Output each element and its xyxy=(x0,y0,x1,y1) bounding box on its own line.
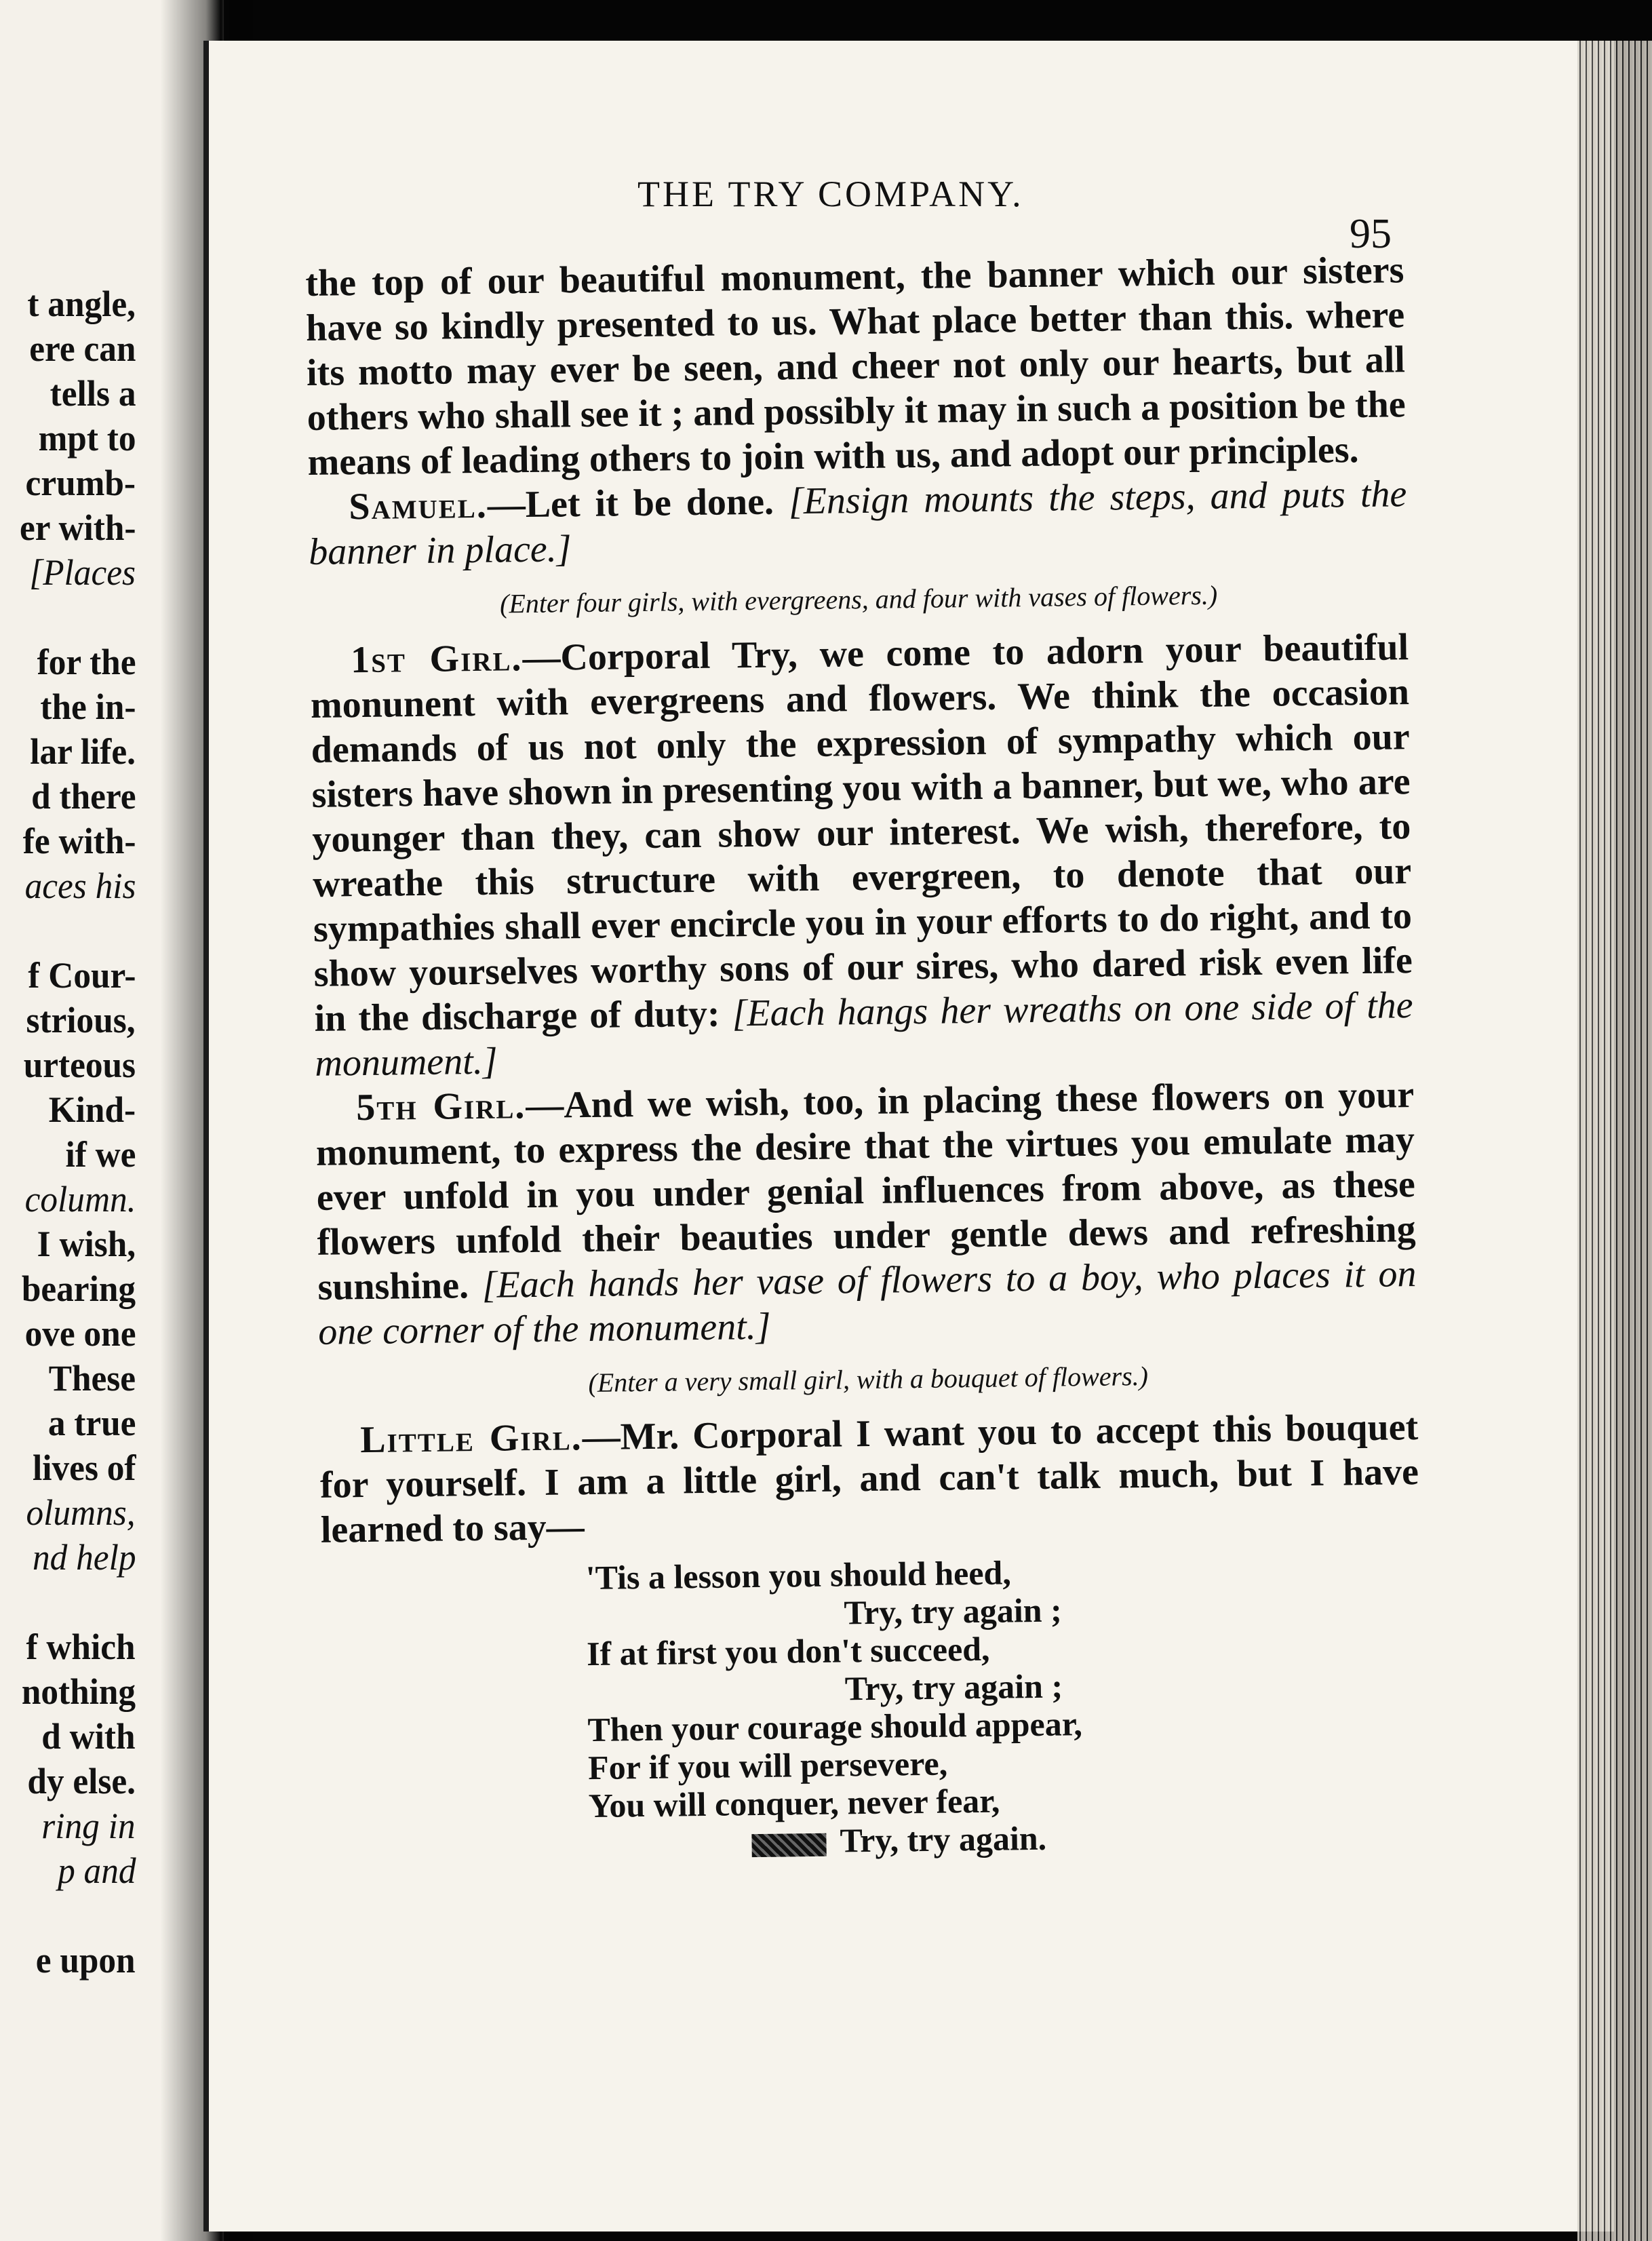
facing-page-line: er with- xyxy=(19,507,136,548)
poem-line: 'Tis a lesson you should heed, xyxy=(585,1553,1012,1597)
dialogue-first-girl xyxy=(310,625,1414,1086)
facing-page-line: lives of xyxy=(32,1447,136,1488)
facing-page-line: e upon xyxy=(36,1940,136,1981)
poem-refrain: Try, try again ; xyxy=(844,1667,1063,1708)
facing-page-line: Kind- xyxy=(48,1089,136,1130)
poem-line: If at first you don't succeed, xyxy=(586,1629,990,1673)
facing-page-line: ove one xyxy=(24,1313,136,1354)
speaker-name: 1st Girl. xyxy=(350,637,523,682)
paragraph-continuation: the top of our beautiful monument, the banner which our sisters have so kindly presented to us. What place better than this. where its motto may ever be seen, and cheer not only our hearts, but all others who shall see it ; and possibly it may in such a position be the means of leading others to join with us, and adopt our principles. xyxy=(305,249,1407,484)
facing-page-line: a true xyxy=(47,1403,136,1443)
ink-blot xyxy=(751,1833,826,1856)
facing-page-line: for the xyxy=(37,642,136,682)
facing-page-line: f Cour- xyxy=(27,955,136,996)
entrance-direction: (Enter four girls, with evergreens, and four with vases of flowers.) xyxy=(499,579,1218,619)
page-number: 95 xyxy=(1350,211,1392,257)
poem-line: Then your courage should appear, xyxy=(587,1704,1083,1749)
facing-page-line: urteous xyxy=(23,1045,136,1085)
speaker-name: Samuel. xyxy=(349,484,488,528)
dialogue-fifth-girl xyxy=(315,1072,1417,1355)
running-title: THE TRY COMPANY. xyxy=(637,174,1024,214)
facing-page-line: nothing xyxy=(21,1671,136,1712)
speaker-name: 5th Girl. xyxy=(355,1085,526,1129)
stage-direction: [Each hangs her wreaths on one side of the monument.] xyxy=(315,984,1413,1085)
poem-refrain-text: Try, try again. xyxy=(840,1818,1047,1860)
facing-page-line: ere can xyxy=(28,328,136,369)
dialogue-samuel xyxy=(308,471,1407,574)
facing-page-line: t angle, xyxy=(27,284,136,324)
facing-page-line: column. xyxy=(24,1179,136,1220)
facing-page-line: nd help xyxy=(32,1537,136,1578)
speech-text: —Let it be done. xyxy=(487,480,789,526)
poem-line: You will conquer, never fear, xyxy=(588,1781,1000,1825)
stage-direction: [Ensign mounts the steps, and puts the banner in place.] xyxy=(308,473,1407,573)
facing-page-line: bearing xyxy=(21,1268,136,1309)
facing-page-line: [Places xyxy=(29,552,136,593)
entrance-direction: (Enter a very small girl, with a bouquet of flowers.) xyxy=(588,1360,1149,1399)
speech-text: —Mr. Corporal I want you to accept this bouquet for yourself. I am a little girl, and can't talk much, but I have learned to say— xyxy=(319,1406,1419,1551)
facing-page-line: I wish, xyxy=(37,1224,136,1264)
facing-page-line: olumns, xyxy=(26,1492,136,1533)
facing-page-line: lar life. xyxy=(30,731,136,772)
facing-page-line: tells a xyxy=(50,373,136,414)
facing-page-line: dy else. xyxy=(27,1761,136,1801)
poem xyxy=(585,1548,1423,1863)
poem-line: For if you will persevere, xyxy=(587,1744,948,1787)
facing-page-line: the in- xyxy=(39,686,136,727)
page-edges xyxy=(1577,41,1652,2241)
page-body xyxy=(305,248,1423,1866)
speech-text: —Corporal Try, we come to adorn your beautiful monunent with evergreens and flowers. We think the occasion demands of us not only the expression of sympathy which our sisters have shown in presenting you with a banner, but we, who are younger than they, can show our interest. We wish, therefore, to wreathe this structure with evergreen, to denote that our sympathies shall ever encircle you in your efforts to do right, and to show yourselves worthy sons of our sires, who dared risk even life in the discharge of duty: xyxy=(310,626,1413,1040)
facing-page-line: ring in xyxy=(41,1806,136,1846)
dialogue-little-girl xyxy=(319,1405,1419,1553)
facing-page-line: These xyxy=(48,1358,136,1399)
facing-page-line: fe with- xyxy=(22,821,136,861)
facing-page-line: aces his xyxy=(24,865,136,906)
speech-text: —And we wish, too, in placing these flowers on your monument, to express the desire that the virtues you emulate may ever unfold in you under genial influences from above, as these flowers unfold their beauties under gentle dews and refreshing sunshine. xyxy=(315,1074,1416,1308)
stage-direction: [Each hands her vase of flowers to a boy, who places it on one corner of the monument.] xyxy=(317,1253,1417,1353)
facing-page-line: strious, xyxy=(26,1000,136,1040)
facing-page-line: mpt to xyxy=(38,418,136,459)
facing-page-line: f which xyxy=(26,1626,136,1667)
facing-page-line: if we xyxy=(65,1134,136,1175)
facing-page-line: d there xyxy=(31,776,136,817)
facing-page-line: p and xyxy=(57,1850,136,1891)
speaker-name: Little Girl. xyxy=(359,1416,583,1462)
poem-refrain: Try, try again ; xyxy=(844,1591,1062,1632)
facing-page-line: crumb- xyxy=(25,463,136,503)
facing-page-line: d with xyxy=(41,1716,136,1757)
